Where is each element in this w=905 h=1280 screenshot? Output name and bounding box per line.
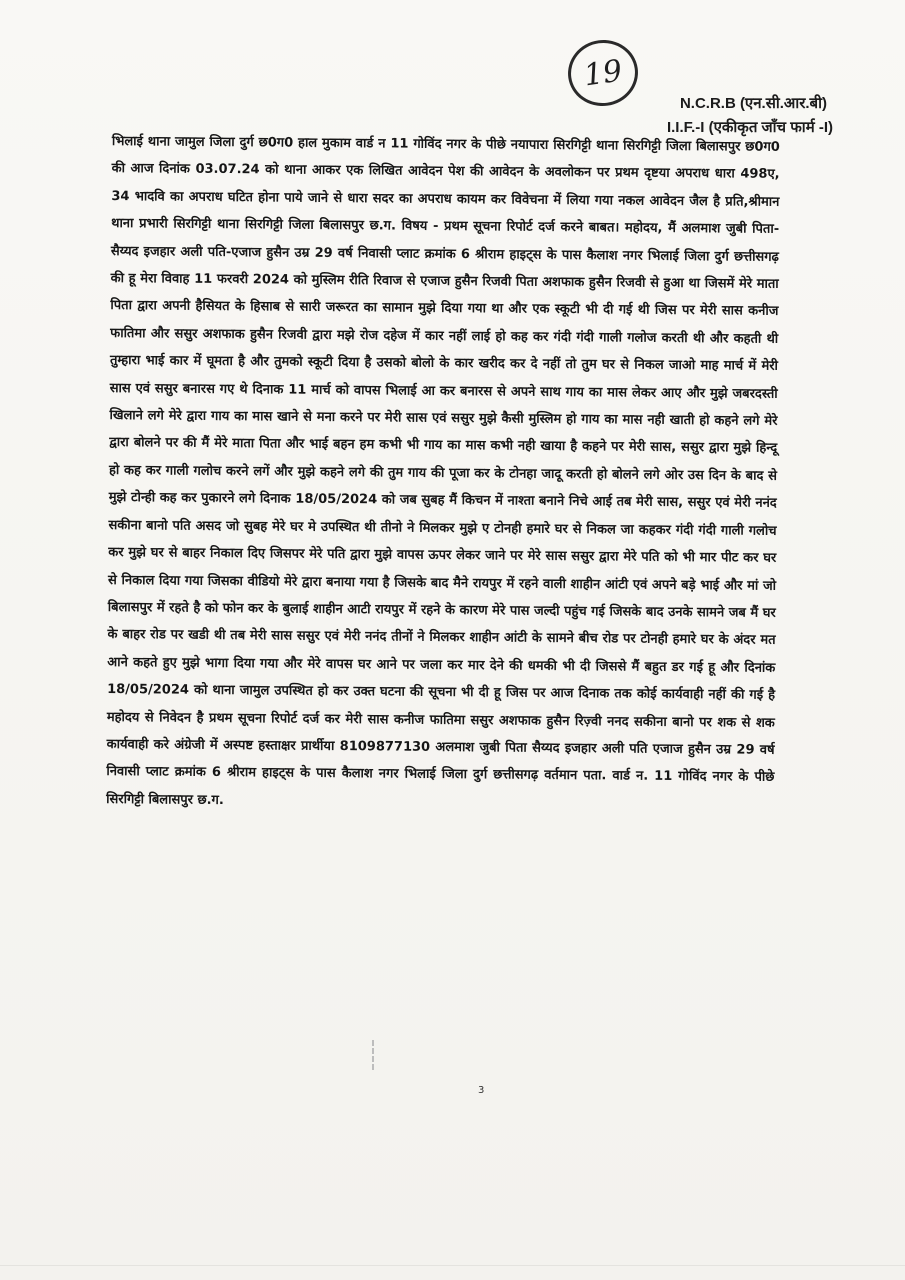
iif-label: I.I.F.-I (एकीकृत जाँच फार्म -I) xyxy=(666,119,833,136)
ncrb-label: N.C.R.B (एन.सी.आर.बी) xyxy=(679,95,827,112)
scan-edge-line xyxy=(0,1265,905,1266)
scan-mark xyxy=(372,1040,376,1070)
page-stamp-number: 19 xyxy=(564,35,643,110)
page-number: 3 xyxy=(478,1085,485,1096)
fir-body-text: भिलाई थाना जामुल जिला दुर्ग छ0ग0 हाल मुकाम वार्ड न 11 गोविंद नगर के पीछे नयापारा सिरगिट्टी थाना सिरगिट्टी जिला बिलासपुर छ0ग0 की आज दिनांक 03.07.24 को थाना आकर एक लिखित आवेदन पेश की आवेदन के अवलोकन पर प्रथम दृष्टया अपराध धारा 498ए, 34 भादवि का अपराध घटित होना पाये जाने से धारा सदर का अपराध कायम कर विवेचना में लिया गया नकल आवेदन जैल है प्रति,श्रीमान थाना प्रभारी सिरगिट्टी थाना सिरगिट्टी जिला बिलासपुर छ.ग. विषय - प्रथम सूचना रिपोर्ट दर्ज करने बाबत। महोदय, मैं अलमाश जुबी पिता-सैय्यद इजहार अली पति-एजाज हुसैन उम्र 29 वर्ष निवासी प्लाट क्रमांक 6 श्रीराम हाइट्स के पास कैलाश नगर भिलाई जिला दुर्ग छत्तीसगढ़ की हू मेरा विवाह 11 फरवरी 2024 को मुस्लिम रीति रिवाज से एजाज हुसैन रिजवी पिता अशफाक हुसैन रिजवी से हुआ था जिसमें मेरे माता पिता द्वारा अपनी हैसियत के हिसाब से सारी जरूरत का सामान मुझे दिया गया था और एक स्कूटी भी दी गई थी जिस पर मेरी सास कनीज फातिमा और ससुर अशफाक हुसैन रिजवी द्वारा मझे रोज दहेज में कार नहीं लाई हो कह कर गंदी गंदी गाली गलोज करती थी और कहती थी तुम्हारा भाई कार में घूमता है और तुमको स्कूटी दिया है उसको बोलो के कार खरीद कर दे नहीं तो तुम घर से निकल जाओ माह मार्च में मेरी सास एवं ससुर बनारस गए थे दिनाक 11 मार्च को वापस भिलाई आ कर बनारस से अपने साथ गाय का मास लेकर आए और मुझे जबरदस्ती खिलाने लगे मेरे द्वारा गाय का मास खाने से मना करने पर मेरी सास एवं ससुर मुझे कैसी मुस्लिम हो गाय का मास नही खाती हो कहने लगे मेरे द्वारा बोलने पर की मैं मेरे माता पिता और भाई बहन हम कभी भी गाय का मास कभी नही खाया है कहने पर मेरी सास, ससुर द्वारा मुझे हिन्दू हो कह कर गाली गलोच करने लगें और मुझे कहने लगे की तुम गाय की पूजा कर के टोनहा जादू करती हो बोलने लगे ओर उस दिन के बाद से मुझे टोन्ही कह कर पुकारने लगे दिनाक 18/05/2024 को जब सुबह मैं किचन में नाश्ता बनाने निचे आई तब मेरी सास, ससुर एवं मेरी ननंद सकीना बानो पति असद जो सुबह मेरे घर मे उपस्थित थी तीनो ने मिलकर मुझे ए टोनही हमारे घर से निकल जा कहकर गंदी गंदी गाली गलोच कर मुझे घर से बाहर निकाल दिए जिसपर मेरे पति द्वारा मुझे वापस ऊपर लेकर जाने पर मेरे सास ससुर द्वारा मेरे पति को भी मार पीट कर घर से निकाल दिया गया जिसका वीडियो मेरे द्वारा बनाया गया है जिसके बाद मैने रायपुर में रहने वाली शाहीन आंटी एवं अपने बड़े भाई और मां जो बिलासपुर में रहते है को फोन कर के बुलाई शाहीन आटी रायपुर में रहने के कारण मेरे पास जल्दी पहुंच गई जिसके बाद उनके सामने जब मैं घर के बाहर रोड पर खडी थी तब मेरी सास ससुर एवं मेरी ननंद तीनों ने मिलकर शाहीन आंटी के सामने बीच रोड पर टोनही हमारे घर के अंदर मत आने कहते हुए मुझे भागा दिया गया और मेरे वापस घर आने पर जला कर मार देने की धमकी भी दी जिससे मैं बहुत डर गई हू और दिनांक 18/05/2024 को थाना जामुल उपस्थित हो कर उक्त घटना की सूचना भी दी हू जिस पर आज दिनाक तक कोई कार्यवाही नहीं की गई है महोदय से निवेदन है प्रथम सूचना रिपोर्ट दर्ज कर मेरी सास कनीज फातिमा ससुर अशफाक हुसैन रिज़्वी ननद सकीना बानो पर शक से शक कार्यवाही करे अंग्रेजी में अस्पष्ट हस्ताक्षर प्रार्थीया 8109877130 अलमाश जुबी पिता सैय्यद इजहार अली पति एजाज हुसैन उम्र 29 वर्ष निवासी प्लाट क्रमांक 6 श्रीराम हाइट्स के पास कैलाश नगर भिलाई जिला दुर्ग छत्तीसगढ़ वर्तमान पता. वार्ड न. 11 गोविंद नगर के पीछे सिरगिट्टी बिलासपुर छ.ग. xyxy=(106,133,780,808)
